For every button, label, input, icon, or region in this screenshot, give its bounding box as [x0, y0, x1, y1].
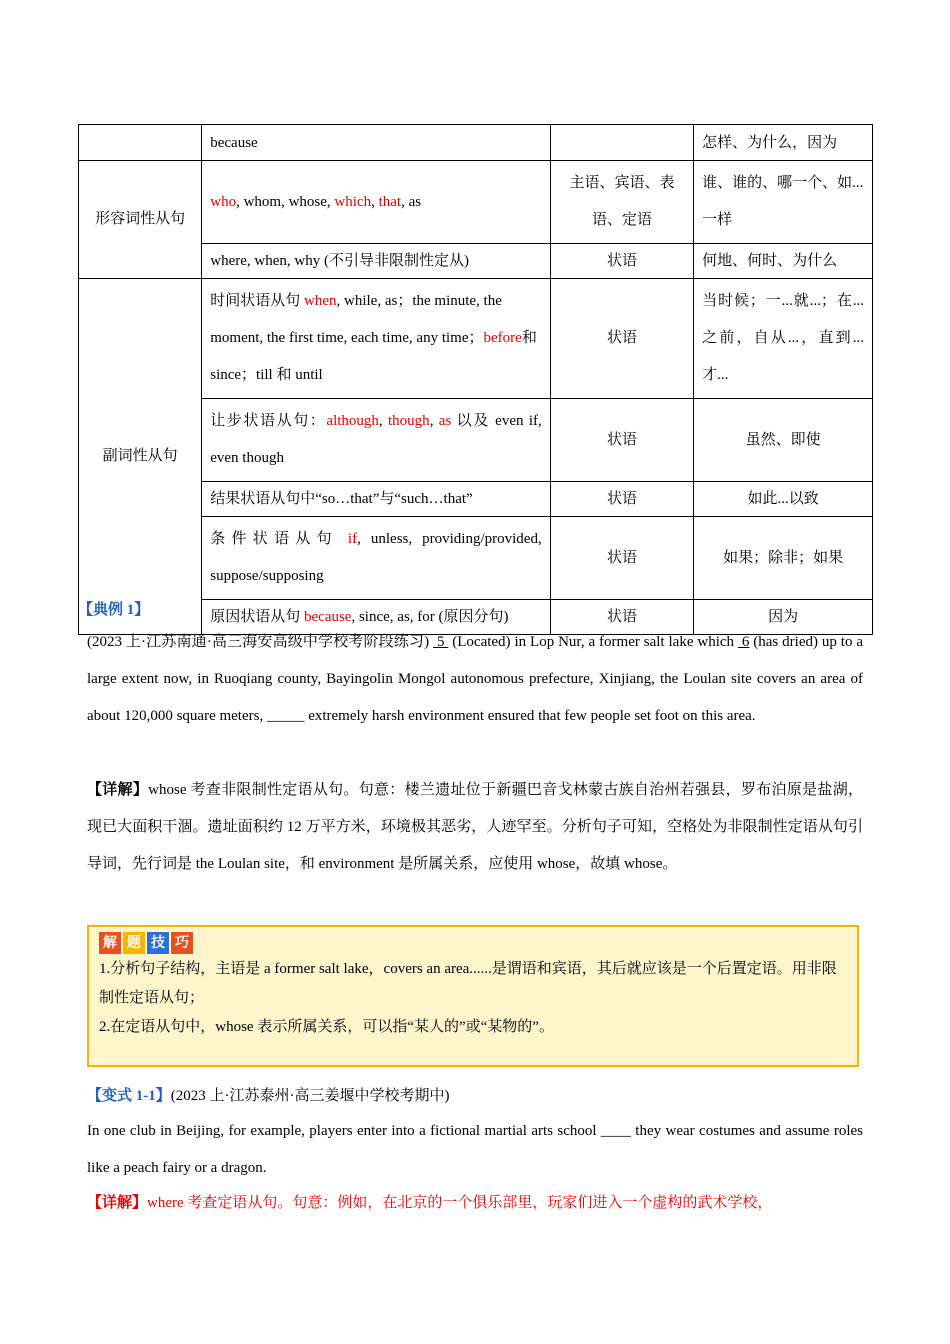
- text: 以及 even if, even though: [210, 413, 542, 466]
- table-cell: 何地、何时、为什么: [694, 244, 873, 279]
- text: , since, as, for (原因分句): [351, 609, 509, 625]
- table-cell: 如果；除非；如果: [694, 517, 873, 600]
- table-cell: [79, 125, 202, 161]
- blank-6: 6: [741, 634, 750, 650]
- text: ,: [371, 193, 379, 210]
- table-cell: [202, 399, 551, 482]
- table-cell: 虽然、即使: [694, 399, 873, 482]
- keyword: if: [347, 531, 358, 547]
- text: ,: [378, 413, 389, 429]
- example-1-text: [87, 624, 863, 735]
- text: 时间状语从句: [210, 293, 304, 309]
- table-cell: where, when, why (不引导非限制性定从): [202, 244, 551, 279]
- table-cell: 主语、宾语、表语、定语: [550, 161, 693, 244]
- text: 和 since；till 和 until: [210, 330, 537, 383]
- tip-line-2: 2.在定语从句中，whose 表示所属关系，可以指“某人的”或“某物的”。: [99, 1019, 554, 1035]
- example-1-label: 【典例 1】: [78, 602, 150, 618]
- keyword: although: [326, 413, 379, 429]
- blank-5: 5: [436, 634, 445, 650]
- clause-type-adjective: 形容词性从句: [79, 161, 202, 279]
- keyword: when: [304, 293, 337, 309]
- keyword: though: [388, 413, 430, 429]
- clause-type-adverbial: 副词性从句: [79, 279, 202, 635]
- text: 原因状语从句: [210, 609, 304, 625]
- keyword: who: [210, 193, 237, 210]
- table-cell: 谁、谁的、哪一个、如...一样: [694, 161, 873, 244]
- table-cell: [202, 279, 551, 399]
- table-cell: 因为: [694, 600, 873, 635]
- table-cell: 状语: [550, 399, 693, 482]
- tip-char: 解: [99, 932, 121, 954]
- tip-char: 巧: [171, 932, 193, 954]
- tips-title: [99, 932, 193, 954]
- text: , whom, whose,: [236, 193, 335, 210]
- table-cell: 状语: [550, 244, 693, 279]
- text: (Located) in Lop Nur, a former salt lake which: [448, 634, 738, 650]
- table-cell: 状语: [550, 600, 693, 635]
- table-cell: 状语: [550, 279, 693, 399]
- table-row: [79, 125, 873, 161]
- table-cell: [202, 161, 551, 244]
- text: , as: [401, 193, 422, 210]
- text: whose 考查非限制性定语从句。句意：楼兰遗址位于新疆巴音戈林蒙古族自治州若强县，罗布泊原是盐湖，现已大面积干涸。遗址面积约 12 万平方米，环境极其恶劣，人迹罕至。分析句子可知，空格处为非限制性定语从句引导词，先行词是 the Loulan site，和 environment 是所属关系，应使用 whose，故填 whose。: [87, 782, 863, 872]
- detail-label: 【详解】: [87, 782, 149, 798]
- keyword: before: [483, 330, 522, 346]
- table-cell: 当时候；一...就...；在...之前，自从...，直到...才...: [694, 279, 873, 399]
- text: , unless, providing/provided, suppose/supposing: [210, 531, 542, 584]
- keyword: because: [304, 609, 352, 625]
- tips-box: [87, 925, 859, 1067]
- text: 条件状语从句: [210, 531, 348, 547]
- detail-1: [87, 772, 863, 883]
- table-cell: 状语: [550, 517, 693, 600]
- table-cell: because: [202, 125, 551, 161]
- source: (2023 上·江苏泰州·高三姜堰中学校考期中): [170, 1088, 450, 1104]
- grammar-table: [78, 124, 873, 635]
- keyword: that: [378, 193, 402, 210]
- text: where 考查定语从句。句意：例如，在北京的一个俱乐部里，玩家们进入一个虚构的武术学校，: [147, 1195, 773, 1211]
- tip-line-1: 1.分析句子结构，主语是 a former salt lake，covers an area......是谓语和宾语，其后就应该是一个后置定语。用非限制性定语从句；: [99, 961, 837, 1006]
- table-row: [79, 161, 873, 244]
- tip-char: 技: [147, 932, 169, 954]
- variant-label: 【变式 1-1】: [87, 1088, 171, 1104]
- keyword: as: [438, 413, 452, 429]
- source: (2023 上·江苏南通·高三海安高级中学校考阶段练习): [87, 634, 430, 650]
- text: , while, as；the minute, the moment, the first time, each time, any time；: [210, 293, 502, 346]
- table-cell: [550, 125, 693, 161]
- variant-1-text: In one club in Beijing, for example, players enter into a fictional martial arts school ____ they wear costumes and assume roles like a peach fairy or a dragon.: [87, 1123, 863, 1176]
- text: (has dried) up to a large extent now, in Ruoqiang county, Bayingolin Mongol autonomous prefecture, Xinjiang, the Loulan site covers an area of about 120,000 square meters, _____ extremely harsh environment ensured that few people set foot on this area.: [87, 634, 864, 724]
- keyword: which: [334, 193, 372, 210]
- table-cell: 状语: [550, 482, 693, 517]
- table-cell: 结果状语从句中“so…that”与“such…that”: [202, 482, 551, 517]
- variant-1-header: [87, 1078, 863, 1115]
- text: 让步状语从句：: [210, 413, 327, 429]
- table-cell: 怎样、为什么，因为: [694, 125, 873, 161]
- tip-char: 题: [123, 932, 145, 954]
- tips-body: [99, 955, 847, 1042]
- table-cell: 如此...以致: [694, 482, 873, 517]
- detail-label: 【详解】: [87, 1195, 148, 1211]
- text: ,: [429, 413, 439, 429]
- table-cell: [202, 517, 551, 600]
- detail-2: [87, 1185, 863, 1222]
- table-row: [79, 279, 873, 399]
